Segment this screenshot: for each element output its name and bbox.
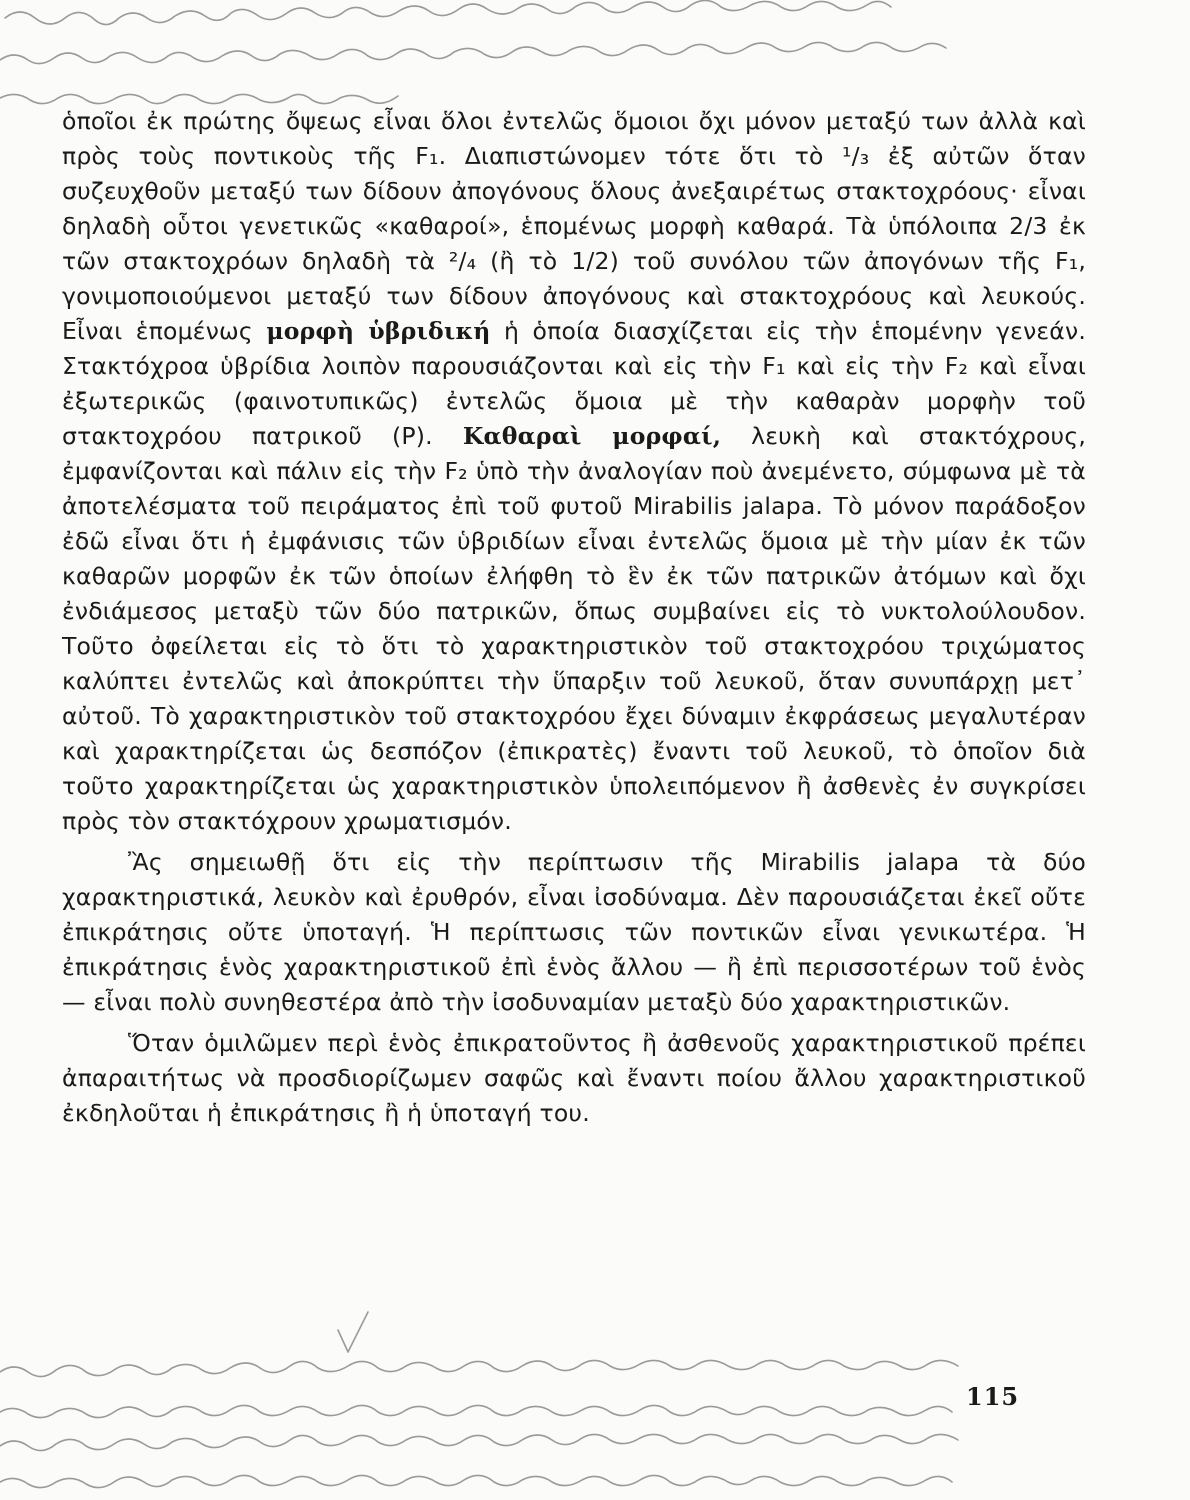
bold-term: μορφὴ ὑβριδική [266, 317, 491, 345]
page-number: 115 [966, 1382, 1020, 1411]
paragraph [62, 845, 1086, 1020]
bottom-margin-scribbles [0, 1360, 958, 1487]
text-run: ὁποῖοι ἐκ πρώτης ὄψεως εἶναι ὅλοι ἐντελῶς ὅμοιοι ὄχι μόνον μεταξύ των ἀλλὰ καὶ πρὸς τοὺς ποντικοὺς τῆς F₁. Διαπιστώνομεν τότε ὅτι τὸ ¹/₃ ἐξ αὐτῶν ὅταν συζευχθοῦν μεταξύ των δίδουν ἀπογόνους ὅλους ἀνεξαιρέτως στακτοχρόους· εἶναι δηλαδὴ οὗτοι γενετικῶς «καθαροί», ἑπομένως μορφὴ καθαρά. Τὰ ὑπόλοιπα 2/3 ἐκ τῶν στακτοχρόων δηλαδὴ τὰ ²/₄ (ἢ τὸ 1/2) τοῦ συνόλου τῶν ἀπογόνων τῆς F₁, γονιμοποιούμενοι μεταξύ των δίδουν ἀπογόνους καὶ στακτοχρόους καὶ λευκούς. Εἶναι ἑπομένως [62, 107, 1086, 345]
text-run: Ὅταν ὁμιλῶμεν περὶ ἑνὸς ἐπικρατοῦντος ἢ ἀσθενοῦς χαρακτηριστικοῦ πρέπει ἀπαραιτήτως νὰ προσδιορίζωμεν σαφῶς καὶ ἔναντι ποίου ἄλλου χαρακτηριστικοῦ ἐκδηλοῦται ἡ ἐπικράτησις ἢ ἡ ὑποταγή του. [62, 1029, 1086, 1127]
page-body-text [62, 104, 1086, 1131]
text-run: λευκὴ καὶ στακτόχρους, ἐμφανίζονται καὶ πάλιν εἰς τὴν F₂ ὑπὸ τὴν ἀναλογίαν ποὺ ἀνεμένετο, σύμφωνα μὲ τὰ ἀποτελέσματα τοῦ πειράματος ἐπὶ τοῦ φυτοῦ Mirabilis jalapa. Τὸ μόνον παράδοξον ἐδῶ εἶναι ὅτι ἡ ἐμφάνισις τῶν ὑβριδίων εἶναι ἐντελῶς ὅμοια μὲ τὴν μίαν ἐκ τῶν καθαρῶν μορφῶν ἐκ τῶν ὁποίων ἐλήφθη τὸ ἓν ἐκ τῶν πατρικῶν ἀτόμων καὶ ὄχι ἐνδιάμεσος μεταξὺ τῶν δύο πατρικῶν, ὅπως συμβαίνει εἰς τὸ νυκτολούλουδον. Τοῦτο ὀφείλεται εἰς τὸ ὅτι τὸ χαρακτηριστικὸν τοῦ στακτοχρόου τριχώματος καλύπτει ἐντελῶς καὶ ἀποκρύπτει τὴν ὕπαρξιν τοῦ λευκοῦ, ὅταν συνυπάρχῃ μετ᾽ αὐτοῦ. Τὸ χαρακτηριστικὸν τοῦ στακτοχρόου ἔχει δύναμιν ἐκφράσεως μεγαλυτέραν καὶ χαρακτηρίζεται ὡς δεσπόζον (ἐπικρατὲς) ἔναντι τοῦ λευκοῦ, τὸ ὁποῖον διὰ τοῦτο χαρακτηρίζεται ὡς χαρακτηριστικὸν ὑπολειπόμενον ἢ ἀσθενὲς ἐν συγκρίσει πρὸς τὸν στακτόχρουν χρωματισμόν. [62, 422, 1086, 835]
margin-check-mark [338, 1312, 368, 1352]
top-margin-scribbles [0, 0, 946, 103]
bold-term: Καθαραὶ μορφαί, [462, 422, 722, 450]
paragraph [62, 1026, 1086, 1131]
paragraph [62, 104, 1086, 839]
text-run: Ἂς σημειωθῇ ὅτι εἰς τὴν περίπτωσιν τῆς Mirabilis jalapa τὰ δύο χαρακτηριστικά, λευκὸν καὶ ἐρυθρόν, εἶναι ἰσοδύναμα. Δὲν παρουσιάζεται ἐκεῖ οὔτε ἐπικράτησις οὔτε ὑποταγή. Ἡ περίπτωσις τῶν ποντικῶν εἶναι γενικωτέρα. Ἡ ἐπικράτησις ἑνὸς χαρακτηριστικοῦ ἐπὶ ἑνὸς ἄλλου — ἢ ἐπὶ περισσοτέρων τοῦ ἑνὸς — εἶναι πολὺ συνηθεστέρα ἀπὸ τὴν ἰσοδυναμίαν μεταξὺ δύο χαρακτηριστικῶν. [62, 848, 1086, 1016]
text-run: ἡ ὁποία διασχίζεται εἰς τὴν ἑπομένην γενεάν. Στακτόχροα ὑβρίδια λοιπὸν παρουσιάζονται καὶ εἰς τὴν F₁ καὶ εἰς τὴν F₂ καὶ εἶναι ἐξωτερικῶς (φαινοτυπικῶς) ἐντελῶς ὅμοια μὲ τὴν καθαρὰν μορφὴν τοῦ στακτοχρόου πατρικοῦ (P). [62, 317, 1086, 450]
